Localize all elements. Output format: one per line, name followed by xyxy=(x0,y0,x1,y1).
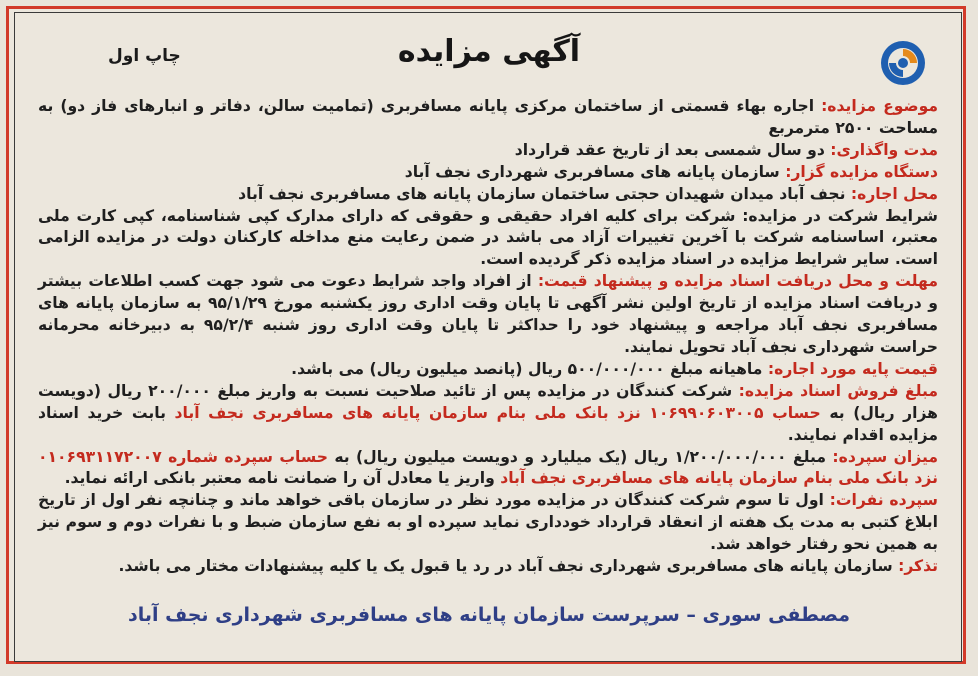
notice-body xyxy=(38,96,938,578)
base-price-paragraph xyxy=(38,359,938,381)
organizer-text: سازمان پایانه های مسافربری شهرداری نجف آباد xyxy=(404,162,786,181)
forfeit-label: سپرده نفرات: xyxy=(829,491,938,510)
deadline-text: از افراد واجد شرایط دعوت می شود جهت کسب اطلاعات بیشتر و دریافت اسناد مزایده از تاریخ اولین نشر آگهی تا پایان وقت اداری روز یکشنبه مورخ ۹۵/۱/۲۹ به سازمان پایانه های مسافربری نجف آباد مراجعه و پیشنهاد خود را حداکثر تا پایان وقت اداری روز شنبه ۹۵/۲/۴ به دبیرخانه محرمانه حراست شهرداری نجف آباد تحویل نمایند. xyxy=(38,272,938,356)
note-paragraph xyxy=(38,556,938,578)
subject-paragraph xyxy=(38,96,938,140)
page-title: آگهی مزایده xyxy=(397,34,581,69)
deposit-text-end: واریز یا معادل آن را ضمانت نامه معتبر بانکی ارائه نماید. xyxy=(64,469,501,488)
organizer-label: دستگاه مزایده گزار: xyxy=(785,162,938,181)
location-text: نجف آباد میدان شهیدان حجتی ساختمان سازمان پایانه های مسافربری نجف آباد xyxy=(238,184,851,203)
doc-sale-text-end: بابت خرید اسناد مزایده اقدام نمایند. xyxy=(38,403,938,444)
deposit-paragraph xyxy=(38,447,938,491)
doc-sale-label: مبلغ فروش اسناد مزایده: xyxy=(738,381,938,400)
doc-sale-account: حساب ۱۰۶۹۹۰۶۰۳۰۰۵ نزد بانک ملی بنام سازمان پایانه های مسافربری نجف آباد xyxy=(174,403,821,422)
signature-line: مصطفی سوری – سرپرست سازمان پایانه های مسافربری شهرداری نجف آباد xyxy=(127,604,851,626)
location-paragraph xyxy=(38,184,938,206)
subject-label: موضوع مزایده: xyxy=(821,97,939,115)
forfeit-text: اول تا سوم شرکت کنندگان در مزایده مورد نظر در سازمان باقی خواهد ماند و چنانچه نفر اول از تاریخ ابلاغ کتبی به مدت یک هفته از انعقاد قرارداد خودداری نماید سپرده او به نفع سازمان ضبط و با نفرات دوم و سوم نیز به همین نحو رفتار خواهد شد. xyxy=(38,491,938,554)
duration-text: دو سال شمسی بعد از تاریخ عقد قرارداد xyxy=(514,140,831,159)
subject-text: اجاره بهاء قسمتی از ساختمان مرکزی پایانه مسافربری (تمامیت سالن، دفاتر و انبارهای فاز دو) به مساحت ۲۵۰۰ مترمربع xyxy=(38,97,938,137)
doc-sale-text: شرکت کنندگان در مزایده پس از تائید صلاحیت نسبت به واریز مبلغ ۲۰۰/۰۰۰ ریال (دویست هزار ریال) به xyxy=(38,381,938,422)
organizer-paragraph xyxy=(38,162,938,184)
doc-sale-paragraph xyxy=(38,381,938,447)
deposit-label: میزان سپرده: xyxy=(832,447,938,466)
base-price-label: قیمت پایه مورد اجاره: xyxy=(767,359,938,378)
base-price-text: ماهیانه مبلغ ۵۰۰/۰۰۰/۰۰۰ ریال (پانصد میلیون ریال) می باشد. xyxy=(291,359,768,378)
deadline-label: مهلت و محل دریافت اسناد مزایده و پیشنهاد قیمت: xyxy=(537,272,938,291)
location-label: محل اجاره: xyxy=(850,184,938,203)
deposit-account: حساب سپرده شماره ۰۱۰۶۹۳۱۱۷۲۰۰۷ نزد بانک ملی بنام سازمان پایانه های مسافربری نجف آباد xyxy=(38,447,938,488)
deposit-text: مبلغ ۱/۲۰۰/۰۰۰/۰۰۰ ریال (یک میلیارد و دویست میلیون ریال) به xyxy=(327,447,833,466)
print-edition-label: چاپ اول xyxy=(108,46,181,66)
deadline-paragraph xyxy=(38,271,938,359)
note-text: سازمان پایانه های مسافربری شهرداری نجف آباد در رد یا قبول یک یا کلیه پیشنهادات مختار می باشد. xyxy=(118,557,899,576)
duration-paragraph xyxy=(38,140,938,162)
note-label: تذکر: xyxy=(898,557,938,576)
forfeit-paragraph xyxy=(38,490,938,556)
conditions-paragraph: شرایط شرکت در مزایده: شرکت برای کلیه افراد حقیقی و حقوقی که دارای مدارک کپی شناسنامه، کپی کارت ملی معتبر، اساسنامه شرکت با آخرین تغییرات آزاد می باشد در ضمن رعایت منع مداخله کارکنان دولت در مزایده الزامی است. سایر شرایط مزایده در اسناد مزایده ذکر گردیده است. xyxy=(38,206,938,269)
duration-label: مدت واگذاری: xyxy=(830,140,938,159)
